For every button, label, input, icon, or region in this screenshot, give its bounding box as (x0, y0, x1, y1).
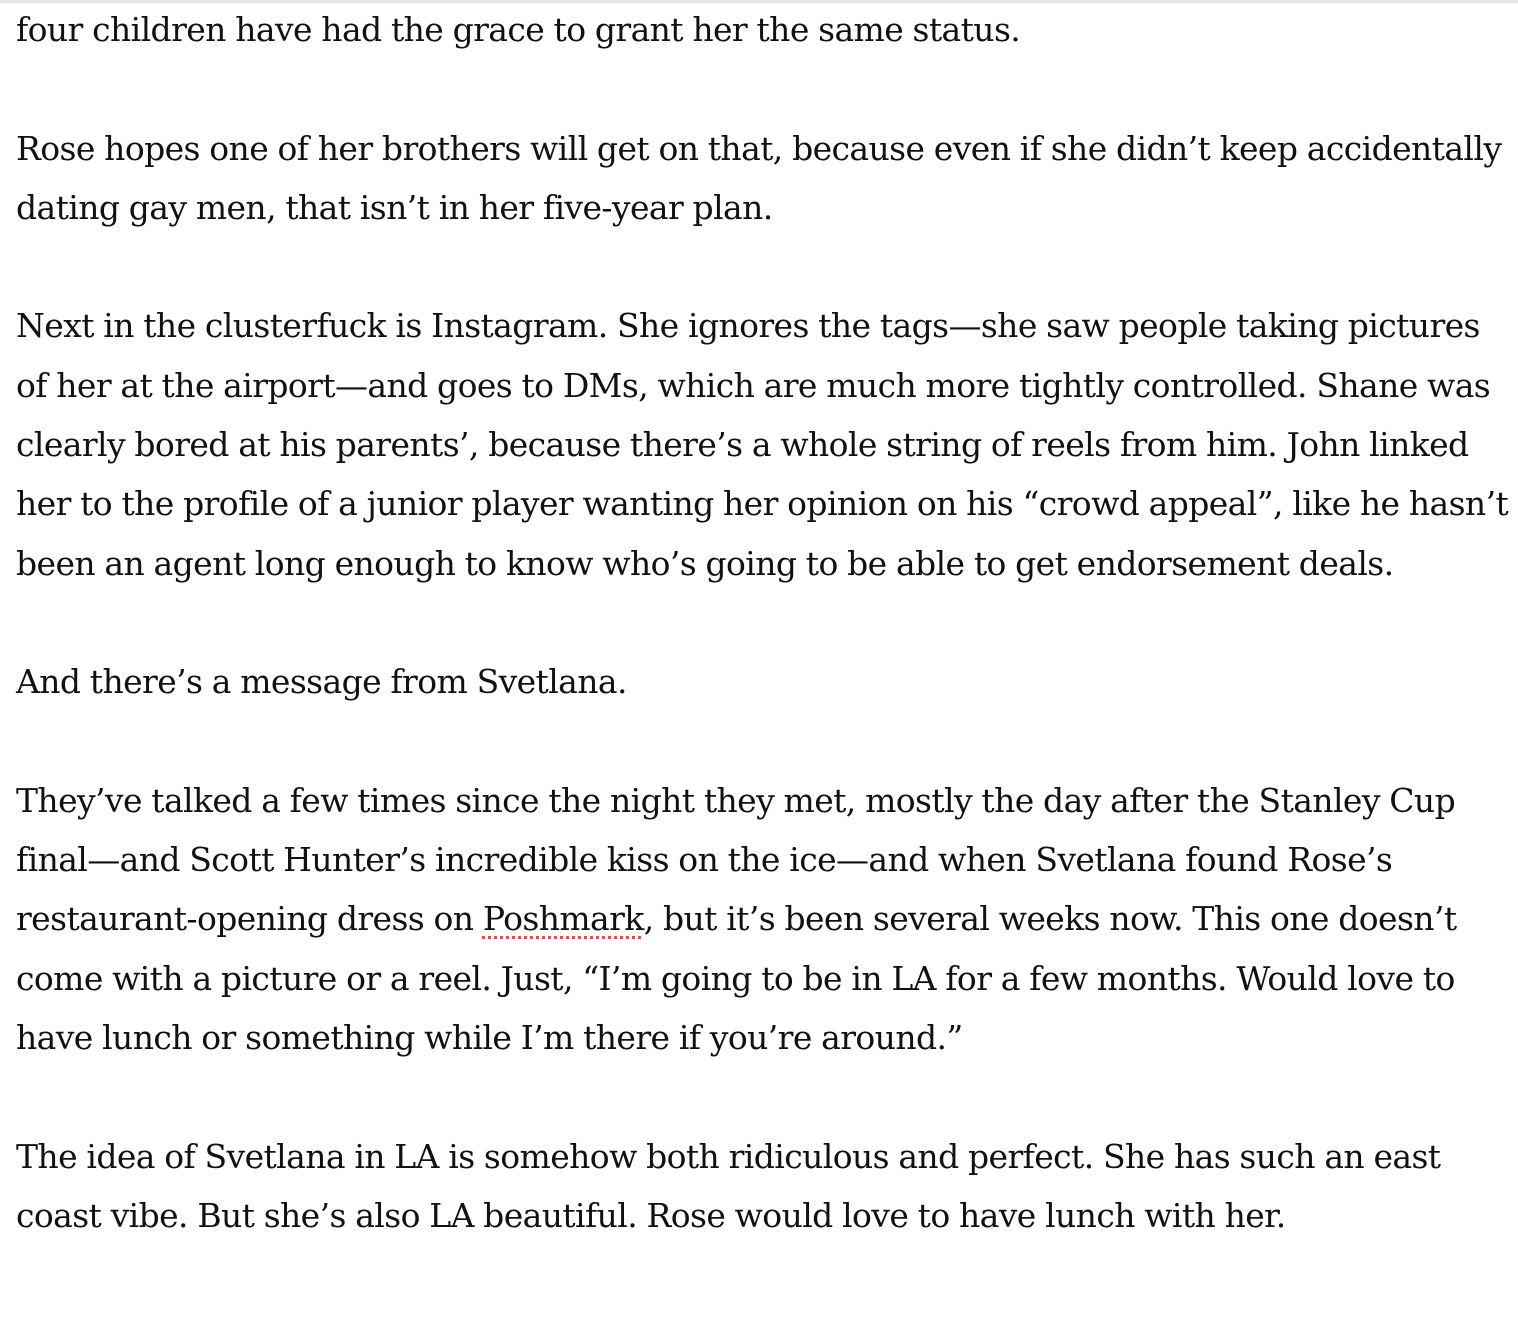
paragraph-1: four children have had the grace to grant her the same status. (16, 10, 1021, 49)
document-body[interactable] (16, 0, 1512, 1245)
spellcheck-flagged-word[interactable]: Poshmark (482, 899, 644, 939)
paragraph-5 (16, 771, 1512, 1067)
paragraph-2: Rose hopes one of her brothers will get on that, because even if she didn’t keep accidentally dating gay men, that isn’t in her five-year plan. (16, 128, 1502, 227)
paragraph-5-before: They’ve talked a few times since the night they met, mostly the day after the Stanley Cup final—and Scott Hunter’s incredible kiss on the ice—and when Svetlana found Rose’s restaurant-opening dress on (16, 780, 1456, 939)
paragraph-4: And there’s a message from Svetlana. (16, 662, 627, 702)
paragraph-6: The idea of Svetlana in LA is somehow both ridiculous and perfect. She has such an east coast vibe. But she’s also LA beautiful. Rose would love to have lunch with her. (16, 1136, 1441, 1235)
paragraph-5-after: , but it’s been several weeks now. This one doesn’t come with a picture or a reel. Just, “I’m going to be in LA for a few months. Would love to have lunch or something while I’m there if you’re around.” (16, 899, 1457, 1058)
paragraph-3: Next in the clusterfuck is Instagram. She ignores the tags—she saw people taking pictures of her at the airport—and goes to DMs, which are much more tightly controlled. Shane was clearly bored at his parents’, because there’s a whole string of reels from him. John linked her to the profile of a junior player wanting her opinion on his “crowd appeal”, like he hasn’t been an agent long enough to know who’s going to be able to get endorsement deals. (16, 306, 1509, 583)
